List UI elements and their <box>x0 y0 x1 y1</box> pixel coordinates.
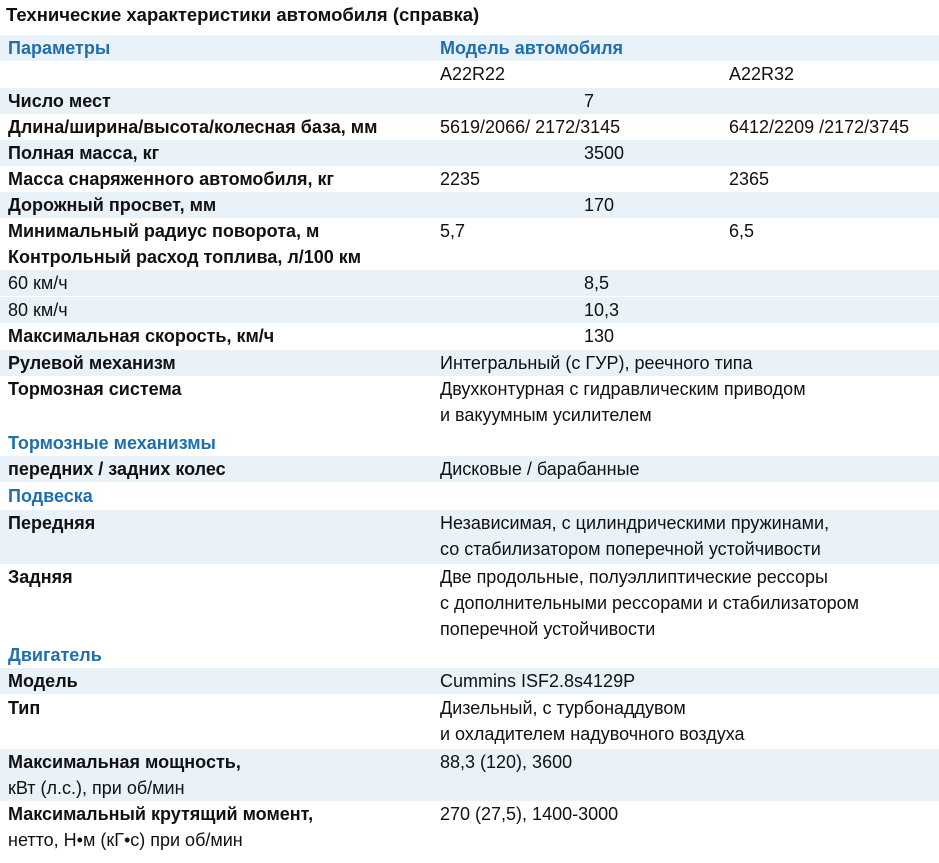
row-label: Задняя <box>8 567 73 587</box>
row-value-a: 2235 <box>440 169 481 189</box>
row-value: 88,3 (120), 3600 <box>440 752 573 772</box>
row-label-line-2: кВт (л.с.), при об/мин <box>8 778 185 798</box>
params-header: Параметры <box>8 38 111 58</box>
section-title-suspension: Подвеска <box>8 486 93 506</box>
row-label: Рулевой механизм <box>8 353 176 373</box>
row-label: Число мест <box>8 91 111 111</box>
section-header-row <box>0 642 939 668</box>
row-value-a: 5,7 <box>440 221 466 241</box>
table-row <box>0 88 939 114</box>
row-value-line-2: и вакуумным усилителем <box>440 405 652 425</box>
row-value: 7 <box>584 91 595 111</box>
row-label: Тормозная система <box>8 379 182 399</box>
table-row <box>0 801 939 855</box>
row-label: 60 км/ч <box>8 273 68 293</box>
row-label: передних / задних колес <box>8 459 226 479</box>
row-label-line-1: Максимальная мощность, <box>8 752 241 772</box>
row-label: Длина/ширина/высота/колесная база, мм <box>8 117 378 137</box>
row-label: Минимальный радиус поворота, м <box>8 221 320 241</box>
table-row <box>0 323 939 349</box>
table-row <box>0 510 939 564</box>
table-row <box>0 297 939 323</box>
table-row <box>0 668 939 694</box>
row-value-line-1: Двухконтурная с гидравлическим приводом <box>440 379 806 399</box>
row-label: Масса снаряженного автомобиля, кг <box>8 169 335 189</box>
row-value-line-2: и охладителем надувочного воздуха <box>440 724 745 744</box>
table-row <box>0 166 939 192</box>
row-value: 170 <box>584 195 615 215</box>
row-value: 8,5 <box>584 273 610 293</box>
table-row <box>0 244 939 270</box>
row-value-b: 6412/2209 /2172/3745 <box>729 117 910 137</box>
row-value: 130 <box>584 326 615 346</box>
row-value: Cummins ISF2.8s4129P <box>440 671 636 691</box>
row-value-b: 2365 <box>729 169 770 189</box>
row-value-line-1: Независимая, с цилиндрическими пружинами, <box>440 513 830 533</box>
row-label: Тип <box>8 698 41 718</box>
row-value: 270 (27,5), 1400-3000 <box>440 804 619 824</box>
row-value-b: 6,5 <box>729 221 755 241</box>
table-row <box>0 140 939 166</box>
row-value-line-1: Дизельный, с турбонаддувом <box>440 698 686 718</box>
row-label: Передняя <box>8 513 96 533</box>
row-value: Интегральный (с ГУР), реечного типа <box>440 353 753 373</box>
row-value-line-2: с дополнительными рессорами и стабилизатором <box>440 593 860 613</box>
section-title-engine: Двигатель <box>8 645 102 665</box>
section-header-row <box>0 483 939 509</box>
row-value-line-2: со стабилизатором поперечной устойчивости <box>440 539 821 559</box>
table-row <box>0 270 939 296</box>
table-row <box>0 456 939 482</box>
row-value-a: 5619/2066/ 2172/3145 <box>440 117 621 137</box>
page-title: Технические характеристики автомобиля (справка) <box>6 4 480 25</box>
row-value-line-1: Две продольные, полуэллиптические рессоры <box>440 567 828 587</box>
header-row <box>0 35 939 61</box>
model-header: Модель автомобиля <box>440 38 624 58</box>
model-b-name: A22R32 <box>729 64 795 84</box>
model-a-name: A22R22 <box>440 64 506 84</box>
table-row <box>0 564 939 642</box>
row-value-line-3: поперечной устойчивости <box>440 619 656 639</box>
row-value: Дисковые / барабанные <box>440 459 640 479</box>
row-label: Модель <box>8 671 78 691</box>
table-row <box>0 218 939 244</box>
table-row <box>0 749 939 801</box>
row-label: Максимальная скорость, км/ч <box>8 326 275 346</box>
row-value: 10,3 <box>584 300 620 320</box>
table-row <box>0 695 939 749</box>
table-row <box>0 114 939 140</box>
row-label: Контрольный расход топлива, л/100 км <box>8 247 362 267</box>
row-label: Полная масса, кг <box>8 143 160 163</box>
table-row <box>0 376 939 430</box>
row-label-line-2: нетто, Н•м (кГ•с) при об/мин <box>8 830 243 850</box>
table-row <box>0 192 939 218</box>
row-label-line-1: Максимальный крутящий момент, <box>8 804 314 824</box>
model-names-row <box>0 61 939 87</box>
row-value: 3500 <box>584 143 625 163</box>
row-label: Дорожный просвет, мм <box>8 195 217 215</box>
table-row <box>0 350 939 376</box>
section-header-row <box>0 430 939 456</box>
section-title-brakes: Тормозные механизмы <box>8 433 216 453</box>
row-label: 80 км/ч <box>8 300 68 320</box>
